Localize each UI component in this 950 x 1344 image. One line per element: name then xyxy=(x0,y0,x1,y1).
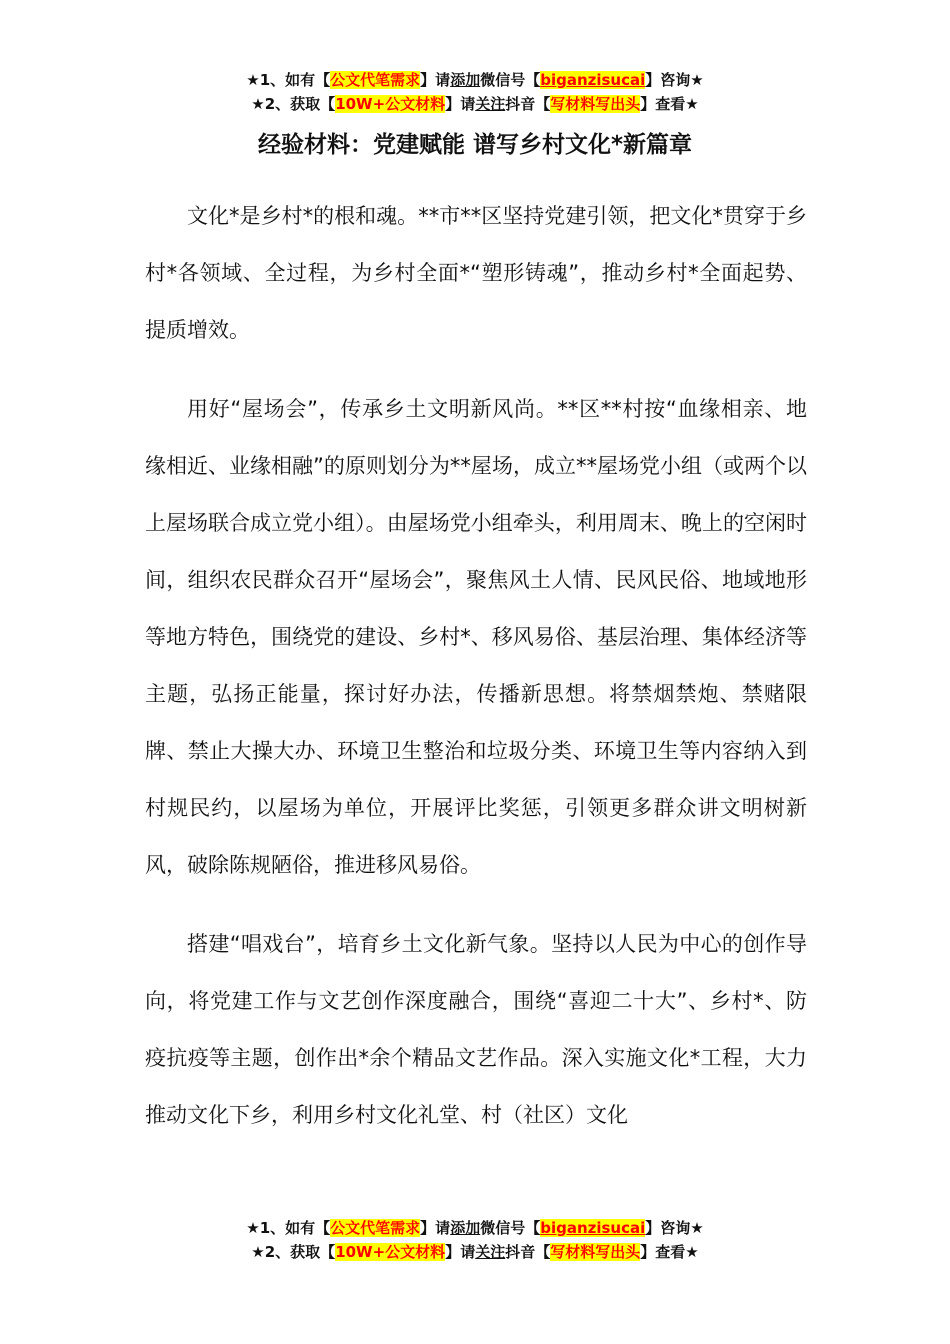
document-title: 经验材料：党建赋能 谱写乡村文化*新篇章 xyxy=(257,132,693,158)
promo-text: 】咨询★ xyxy=(645,71,704,89)
promo-text: 】请 xyxy=(445,95,476,113)
promo-text: 】请 xyxy=(420,71,451,89)
promo-wechat-id: biganzisucai xyxy=(540,1219,646,1237)
promo-text: 抖音【 xyxy=(505,95,551,113)
promo-text: 】查看★ xyxy=(640,95,699,113)
promo-text: 】查看★ xyxy=(640,1243,699,1261)
promo-wechat-id: biganzisucai xyxy=(540,71,646,89)
promo-highlight: 公文代笔需求 xyxy=(330,1219,421,1237)
header-promo-banner xyxy=(0,68,950,116)
promo-emphasis: 关注 xyxy=(475,1243,506,1261)
promo-text: 】请 xyxy=(420,1219,451,1237)
promo-text: ★2、获取【 xyxy=(251,95,336,113)
promo-text: ★2、获取【 xyxy=(251,1243,336,1261)
promo-douyin-account: 写材料写出头 xyxy=(550,1243,641,1261)
promo-line-1 xyxy=(0,1216,950,1240)
promo-text: 抖音【 xyxy=(505,1243,551,1261)
promo-emphasis: 关注 xyxy=(475,95,506,113)
promo-douyin-account: 写材料写出头 xyxy=(550,95,641,113)
promo-text: 】请 xyxy=(445,1243,476,1261)
promo-line-2 xyxy=(0,92,950,116)
promo-text: 微信号【 xyxy=(480,71,541,89)
body-paragraph: 搭建“唱戏台”，培育乡土文化新气象。坚持以人民为中心的创作导向，将党建工作与文艺创作深度融合，围绕“喜迎二十大”、乡村*、防疫抗疫等主题，创作出*余个精品文艺作品。深入实施文化*工程，大力推动文化下乡，利用乡村文化礼堂、村（社区）文化 xyxy=(145,932,807,1127)
footer-promo-banner xyxy=(0,1216,950,1264)
promo-emphasis: 添加 xyxy=(450,71,481,89)
promo-line-2 xyxy=(0,1240,950,1264)
promo-highlight: 10W+公文材料 xyxy=(335,95,446,113)
promo-text: ★1、如有【 xyxy=(246,71,331,89)
promo-emphasis: 添加 xyxy=(450,1219,481,1237)
document-body xyxy=(145,188,807,1166)
body-paragraph: 用好“屋场会”，传承乡土文明新风尚。**区**村按“血缘相亲、地缘相近、业缘相融”的原则划分为**屋场，成立**屋场党小组（或两个以上屋场联合成立党小组）。由屋场党小组牵头，利用周末、晚上的空闲时间，组织农民群众召开“屋场会”，聚焦风土人情、民风民俗、地域地形等地方特色，围绕党的建设、乡村*、移风易俗、基层治理、集体经济等主题，弘扬正能量，探讨好办法，传播新思想。将禁烟禁炮、禁赌限牌、禁止大操大办、环境卫生整治和垃圾分类、环境卫生等内容纳入到村规民约，以屋场为单位，开展评比奖惩，引领更多群众讲文明树新风，破除陈规陋俗，推进移风易俗。 xyxy=(145,397,807,877)
promo-line-1 xyxy=(0,68,950,92)
promo-highlight: 公文代笔需求 xyxy=(330,71,421,89)
promo-text: 】咨询★ xyxy=(645,1219,704,1237)
promo-text: ★1、如有【 xyxy=(246,1219,331,1237)
promo-highlight: 10W+公文材料 xyxy=(335,1243,446,1261)
body-paragraph: 文化*是乡村*的根和魂。**市**区坚持党建引领，把文化*贯穿于乡村*各领域、全过程，为乡村全面*“塑形铸魂”，推动乡村*全面起势、提质增效。 xyxy=(145,204,807,342)
promo-text: 微信号【 xyxy=(480,1219,541,1237)
